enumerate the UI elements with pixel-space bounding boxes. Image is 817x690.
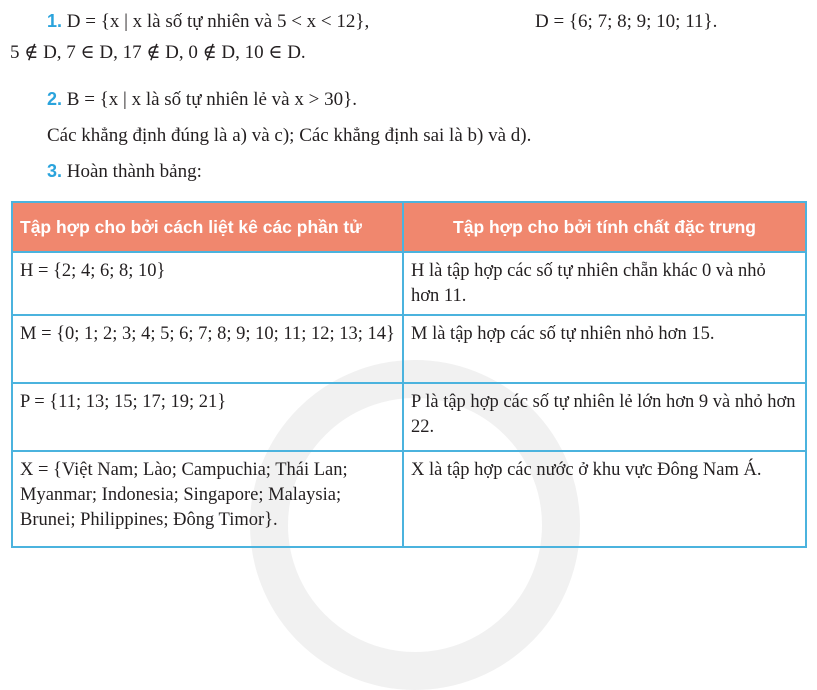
cell-set-p-property: P là tập hợp các số tự nhiên lẻ lớn hơn 9 và nhỏ hơn 22. xyxy=(403,383,806,451)
exercise-2-set: B = {x | x là số tự nhiên lẻ và x > 30}. xyxy=(66,89,357,110)
table-row xyxy=(12,451,806,547)
exercise-2-answer: Các khẳng định đúng là a) và c); Các khẳng định sai là b) và d). xyxy=(47,125,532,146)
header-list-method: Tập hợp cho bởi cách liệt kê các phần tử xyxy=(12,202,403,252)
table-row xyxy=(12,315,806,383)
table-row xyxy=(12,252,806,315)
exercise-1-number: 1. xyxy=(47,11,63,31)
exercise-3-instruction: Hoàn thành bảng: xyxy=(66,161,202,182)
cell-set-m-list: M = {0; 1; 2; 3; 4; 5; 6; 7; 8; 9; 10; 11; 12; 13; 14} xyxy=(12,315,403,383)
exercise-1-set-listing: D = {6; 7; 8; 9; 10; 11}. xyxy=(535,11,718,32)
sets-table xyxy=(11,201,807,548)
cell-set-p-list: P = {11; 13; 15; 17; 19; 21} xyxy=(12,383,403,451)
exercise-1-line xyxy=(47,11,369,33)
exercise-2-number: 2. xyxy=(47,89,63,109)
table-header-row xyxy=(12,202,806,252)
exercise-3-line xyxy=(47,161,202,183)
exercise-1-membership: 5 ∉ D, 7 ∈ D, 17 ∉ D, 0 ∉ D, 10 ∈ D. xyxy=(10,42,306,63)
cell-set-x-list: X = {Việt Nam; Lào; Campuchia; Thái Lan; Myanmar; Indonesia; Singapore; Malaysia; Brunei; Philippines; Đông Timor}. xyxy=(12,451,403,547)
cell-set-x-property: X là tập hợp các nước ở khu vực Đông Nam Á. xyxy=(403,451,806,547)
exercise-1-set-description: D = {x | x là số tự nhiên và 5 < x < 12}, xyxy=(66,11,370,32)
header-property-method: Tập hợp cho bởi tính chất đặc trưng xyxy=(403,202,806,252)
cell-set-h-property: H là tập hợp các số tự nhiên chẵn khác 0 và nhỏ hơn 11. xyxy=(403,252,806,315)
exercise-2-line xyxy=(47,89,357,111)
table-row xyxy=(12,383,806,451)
exercise-3-number: 3. xyxy=(47,161,63,181)
cell-set-m-property: M là tập hợp các số tự nhiên nhỏ hơn 15. xyxy=(403,315,806,383)
cell-set-h-list: H = {2; 4; 6; 8; 10} xyxy=(12,252,403,315)
